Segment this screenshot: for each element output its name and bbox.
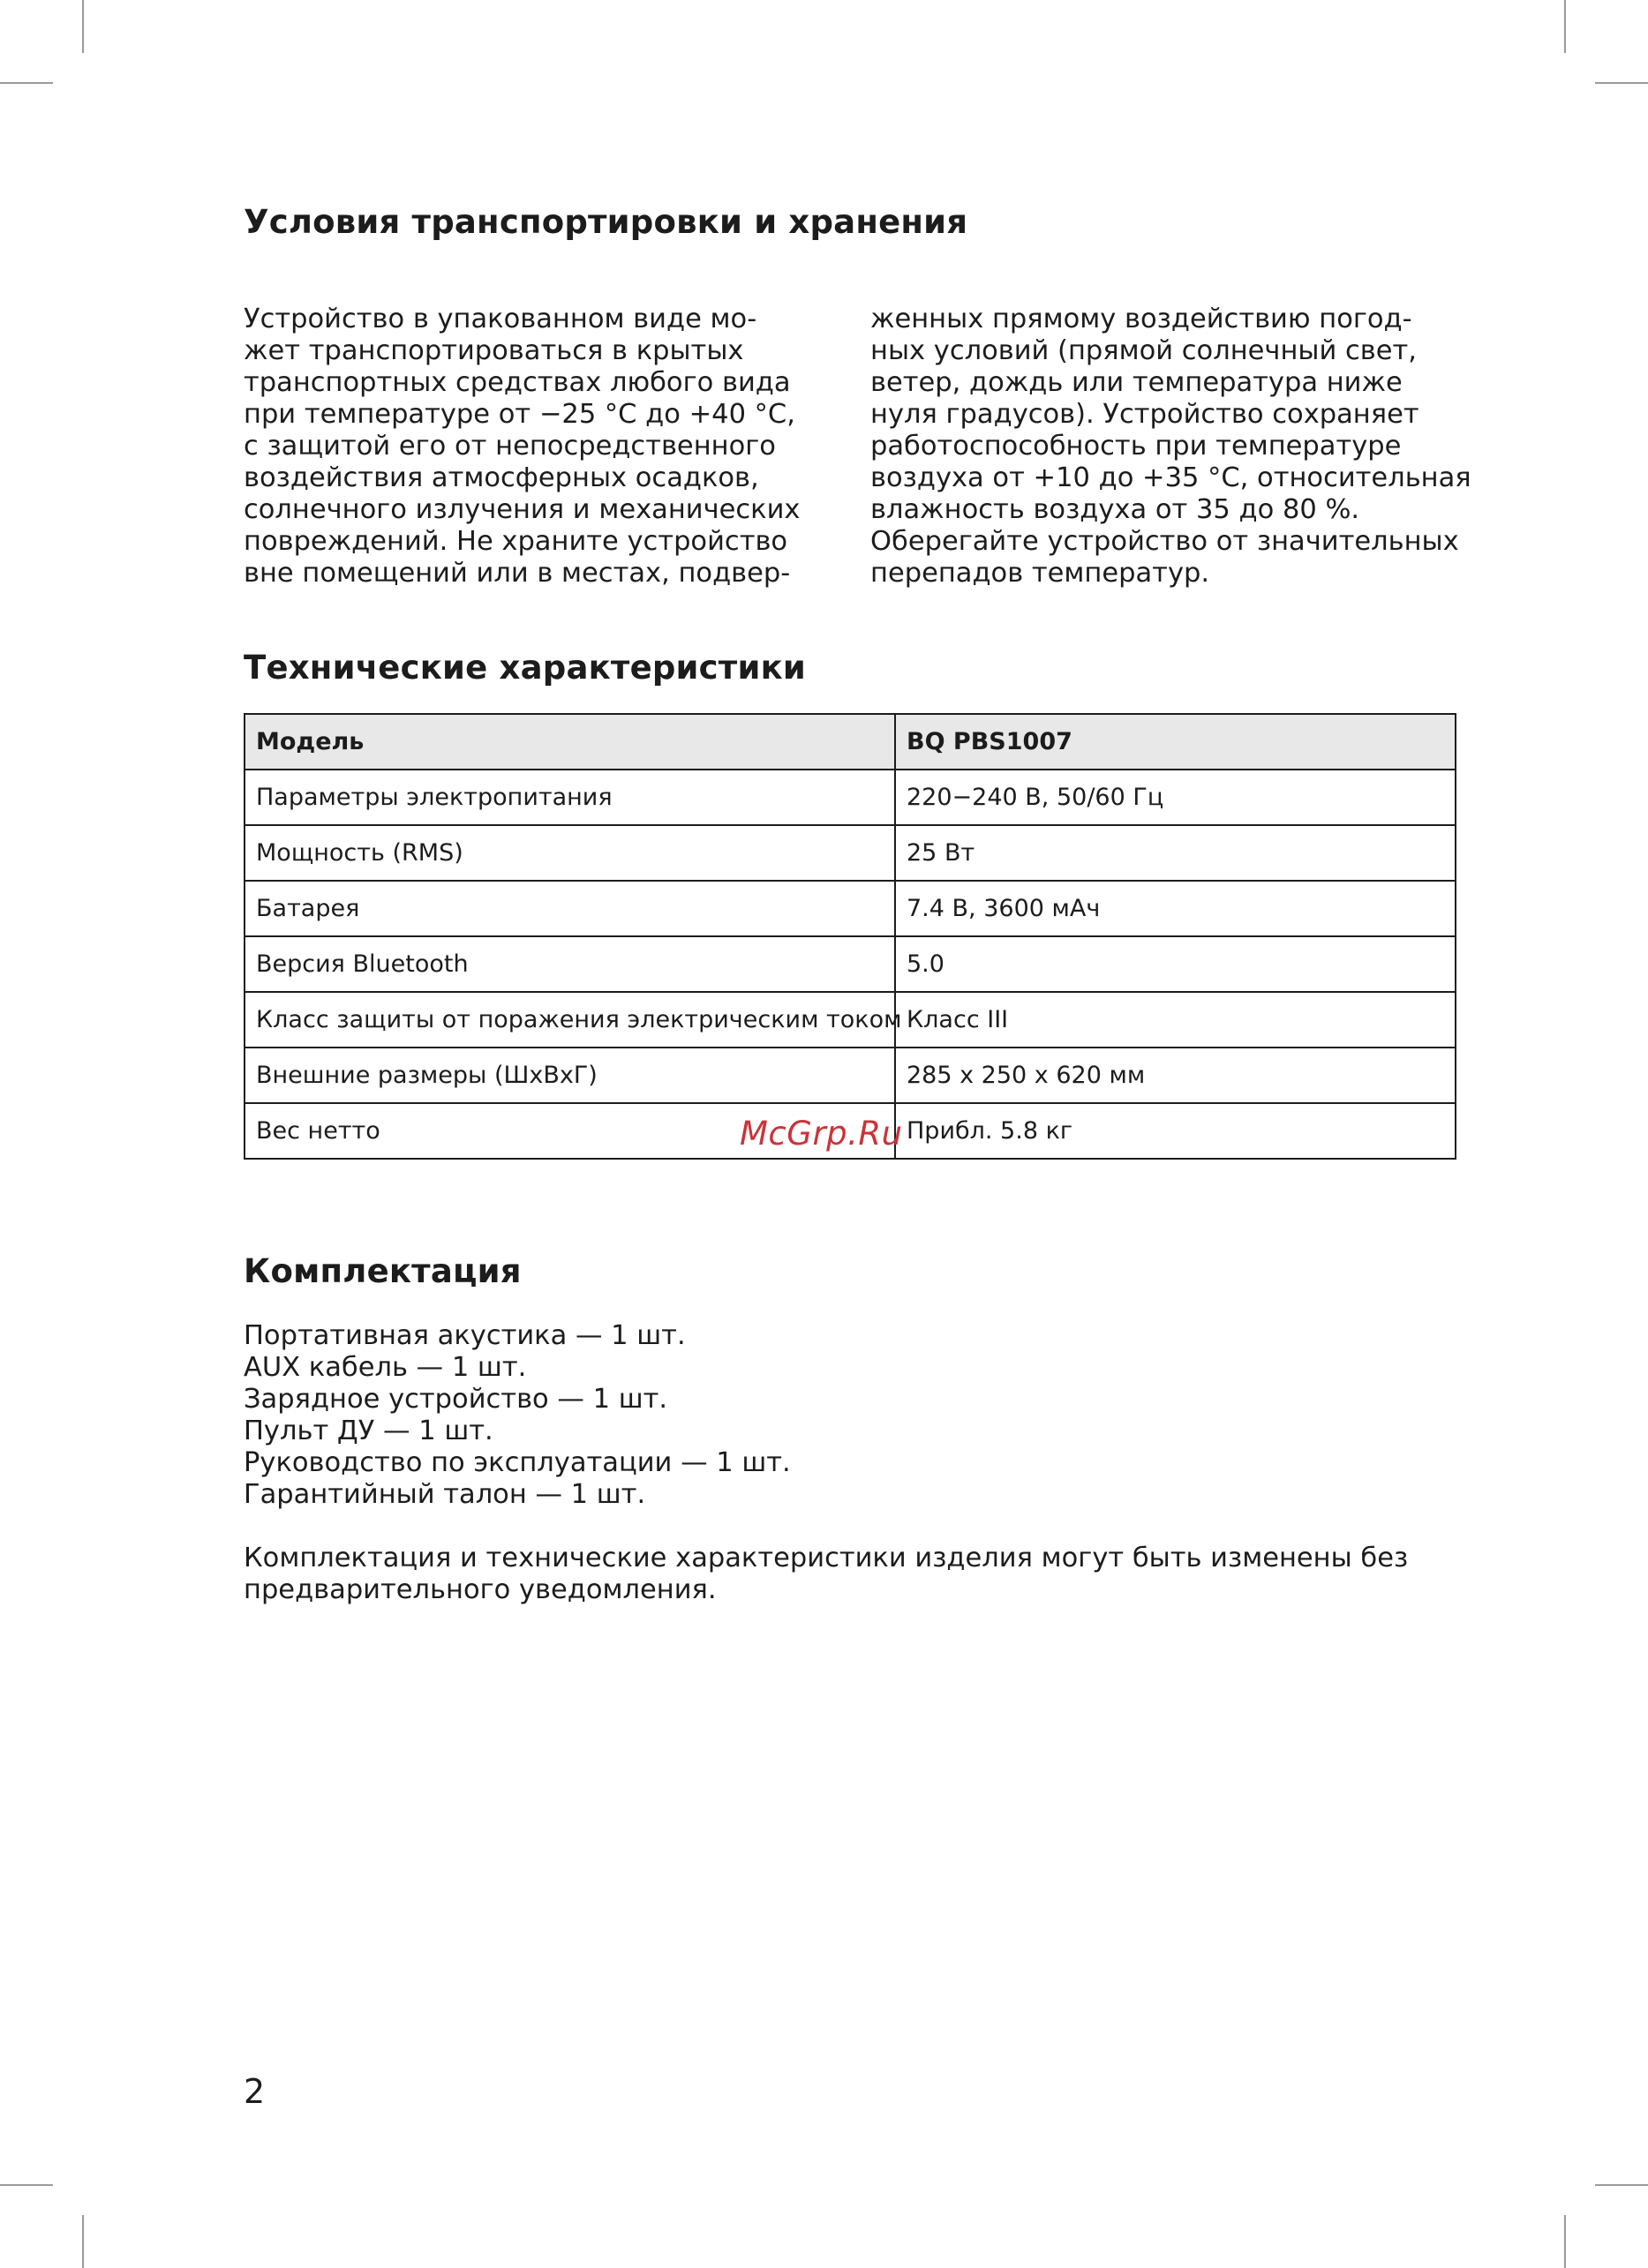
text-line: Комплектация и технические характеристики изделия могут быть изменены без [244, 1543, 1409, 1573]
text-line: Устройство в упакованном виде мо- [244, 304, 757, 334]
crop-mark-bottom-right-horizontal [1595, 2184, 1648, 2186]
table-row [245, 881, 1456, 936]
text-line: воздействия атмосферных осадков, [244, 462, 759, 493]
list-item: Зарядное устройство — 1 шт. [244, 1384, 668, 1415]
text-line: предварительного уведомления. [244, 1574, 717, 1605]
text-line: нуля градусов). Устройство сохраняет [870, 399, 1419, 430]
list-item: Руководство по эксплуатации — 1 шт. [244, 1447, 791, 1478]
crop-mark-bottom-left-horizontal [0, 2184, 53, 2186]
kit-section-title: Комплектация [244, 1252, 522, 1290]
list-item: Портативная акустика — 1 шт. [244, 1320, 686, 1351]
table-row [245, 936, 1456, 992]
table-cell-label: Версия Bluetooth [245, 936, 895, 992]
table-cell-value: Класс III [895, 992, 1456, 1048]
text-line: перепадов температур. [870, 558, 1210, 589]
storage-text-left-column [244, 304, 817, 590]
text-line: влажность воздуха от 35 до 80 %. [870, 494, 1360, 525]
kit-disclaimer-note [244, 1543, 1408, 1606]
text-line: повреждений. Не храните устройство [244, 526, 788, 557]
specs-table-header-row [245, 714, 1456, 770]
text-line: ных условий (прямой солнечный свет, [870, 335, 1417, 366]
table-row [245, 825, 1456, 881]
table-row [245, 770, 1456, 825]
kit-list [244, 1320, 791, 1511]
crop-mark-top-left-horizontal [0, 82, 53, 84]
storage-section-title: Условия транспортировки и хранения [244, 203, 968, 241]
table-header-cell: Модель [245, 714, 895, 770]
text-line: женных прямому воздействию погод- [870, 304, 1412, 334]
table-cell-label: Мощность (RMS) [245, 825, 895, 881]
table-cell-value: Прибл. 5.8 кг [895, 1103, 1456, 1159]
crop-mark-bottom-right-vertical [1564, 2215, 1566, 2268]
text-line: солнечного излучения и механических [244, 494, 801, 525]
watermark-text: McGrp.Ru [740, 1115, 903, 1153]
text-line: Оберегайте устройство от значительных [870, 526, 1459, 557]
list-item: Гарантийный талон — 1 шт. [244, 1479, 646, 1510]
crop-mark-top-right-horizontal [1595, 82, 1648, 84]
crop-mark-top-right-vertical [1564, 0, 1566, 53]
text-line: ветер, дождь или температура ниже [870, 367, 1403, 398]
text-line: работоспособность при температуре [870, 431, 1402, 462]
table-cell-label: Вес нетто [245, 1103, 895, 1159]
page-number: 2 [244, 2072, 266, 2111]
specs-table [244, 713, 1456, 1160]
table-cell-value: 7.4 В, 3600 мАч [895, 881, 1456, 936]
storage-text-right-column [870, 304, 1471, 590]
table-cell-label: Класс защиты от поражения электрическим током [245, 992, 895, 1048]
crop-mark-top-left-vertical [82, 0, 84, 53]
list-item: Пульт ДУ — 1 шт. [244, 1416, 493, 1446]
table-cell-label: Параметры электропитания [245, 770, 895, 825]
table-cell-label: Батарея [245, 881, 895, 936]
table-cell-value: 285 x 250 x 620 мм [895, 1048, 1456, 1103]
specs-section-title: Технические характеристики [244, 649, 807, 687]
table-cell-value: 25 Вт [895, 825, 1456, 881]
table-cell-value: 5.0 [895, 936, 1456, 992]
text-line: жет транспортироваться в крытых [244, 335, 744, 366]
text-line: при температуре от −25 °C до +40 °C, [244, 399, 795, 430]
text-line: транспортных средствах любого вида [244, 367, 791, 398]
table-header-cell: BQ PBS1007 [895, 714, 1456, 770]
text-line: вне помещений или в местах, подвер- [244, 558, 791, 589]
list-item: AUX кабель — 1 шт. [244, 1352, 527, 1383]
crop-mark-bottom-left-vertical [82, 2215, 84, 2268]
table-row [245, 1048, 1456, 1103]
text-line: с защитой его от непосредственного [244, 431, 776, 462]
text-line: воздуха от +10 до +35 °C, относительная [870, 462, 1471, 493]
table-cell-value: 220−240 В, 50/60 Гц [895, 770, 1456, 825]
table-row [245, 992, 1456, 1048]
table-cell-label: Внешние размеры (ШхВхГ) [245, 1048, 895, 1103]
